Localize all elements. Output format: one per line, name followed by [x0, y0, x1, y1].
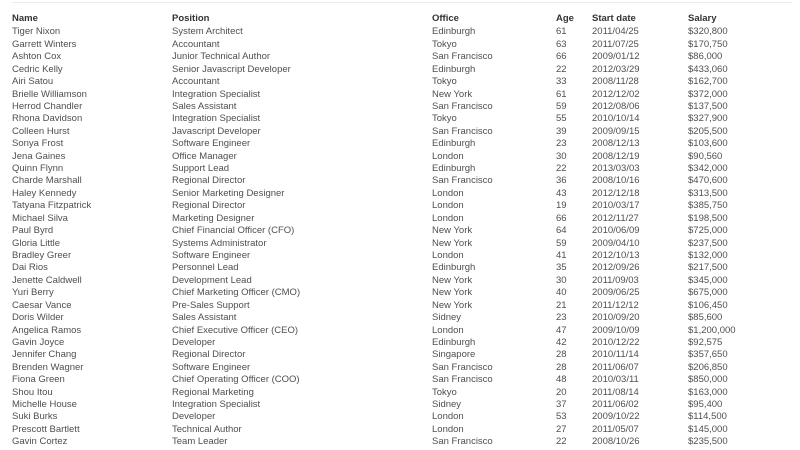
- cell-name: Haley Kennedy: [12, 187, 77, 199]
- cell-office: Tokyo: [432, 386, 457, 398]
- cell-name: Charde Marshall: [12, 175, 82, 187]
- cell-office: New York: [432, 299, 473, 311]
- cell-age: 35: [556, 262, 567, 274]
- cell-salary: $433,060: [688, 63, 728, 75]
- cell-salary: $145,000: [688, 423, 728, 435]
- cell-salary: $327,900: [688, 113, 728, 125]
- cell-position: Chief Executive Officer (CEO): [172, 324, 299, 336]
- cell-office: San Francisco: [432, 125, 493, 137]
- cell-age: 43: [556, 187, 567, 199]
- cell-office: San Francisco: [432, 374, 493, 386]
- table-row: [12, 337, 792, 349]
- employee-table: [12, 2, 792, 449]
- cell-office: Edinburgh: [432, 63, 476, 75]
- cell-name: Gavin Joyce: [12, 336, 65, 348]
- table-row: [12, 399, 792, 411]
- cell-name: Brenden Wagner: [12, 361, 84, 373]
- cell-age: 37: [556, 399, 567, 411]
- table-row: [12, 349, 792, 361]
- column-header-position: Position: [172, 13, 210, 24]
- cell-start-date: 2010/03/11: [592, 374, 639, 386]
- cell-name: Yuri Berry: [12, 287, 54, 299]
- cell-name: Doris Wilder: [12, 312, 64, 324]
- cell-start-date: 2012/12/02: [592, 88, 640, 100]
- cell-age: 61: [556, 88, 567, 100]
- cell-start-date: 2008/12/13: [592, 138, 640, 150]
- cell-office: London: [432, 200, 464, 212]
- cell-position: Developer: [172, 336, 216, 348]
- cell-salary: $198,500: [688, 212, 728, 224]
- cell-position: Integration Specialist: [172, 399, 261, 411]
- cell-position: System Architect: [172, 26, 243, 38]
- cell-salary: $137,500: [688, 100, 728, 112]
- cell-age: 33: [556, 76, 567, 88]
- cell-age: 61: [556, 26, 567, 38]
- cell-position: Regional Director: [172, 175, 246, 187]
- cell-position: Senior Javascript Developer: [172, 63, 291, 75]
- cell-age: 20: [556, 386, 567, 398]
- cell-name: Gavin Cortez: [12, 436, 68, 448]
- cell-start-date: 2012/12/18: [592, 187, 640, 199]
- cell-office: London: [432, 150, 464, 162]
- cell-name: Tatyana Fitzpatrick: [12, 200, 92, 212]
- cell-office: Edinburgh: [432, 262, 476, 274]
- table-row: [12, 138, 792, 150]
- cell-name: Angelica Ramos: [12, 324, 82, 336]
- cell-start-date: 2009/09/15: [592, 125, 640, 137]
- cell-start-date: 2010/03/17: [592, 200, 640, 212]
- cell-name: Jenette Caldwell: [12, 274, 82, 286]
- cell-name: Paul Byrd: [12, 225, 54, 237]
- cell-name: Prescott Bartlett: [12, 423, 80, 435]
- cell-start-date: 2009/04/10: [592, 237, 640, 249]
- cell-position: Chief Operating Officer (COO): [172, 374, 300, 386]
- cell-age: 23: [556, 138, 567, 150]
- cell-start-date: 2012/09/26: [592, 262, 640, 274]
- cell-name: Herrod Chandler: [12, 100, 83, 112]
- cell-position: Accountant: [172, 76, 220, 88]
- cell-start-date: 2012/10/13: [592, 250, 640, 261]
- cell-salary: $342,000: [688, 163, 728, 175]
- table-row: [12, 262, 792, 274]
- cell-age: 40: [556, 287, 567, 299]
- cell-office: New York: [432, 88, 473, 100]
- cell-office: New York: [432, 225, 473, 237]
- cell-name: Jena Gaines: [12, 150, 66, 162]
- table-row: [12, 64, 792, 76]
- cell-start-date: 2013/03/03: [592, 163, 640, 175]
- cell-office: Edinburgh: [432, 163, 476, 175]
- cell-office: San Francisco: [432, 361, 493, 373]
- cell-position: Senior Marketing Designer: [172, 187, 285, 199]
- cell-start-date: 2008/11/28: [592, 76, 639, 88]
- cell-office: London: [432, 411, 464, 423]
- cell-start-date: 2011/08/14: [592, 386, 639, 398]
- table-row: [12, 436, 792, 448]
- table-row: [12, 175, 792, 187]
- cell-salary: $90,560: [688, 150, 723, 162]
- cell-age: 59: [556, 100, 567, 112]
- column-header-salary: Salary: [688, 13, 717, 24]
- cell-position: Junior Technical Author: [172, 51, 271, 63]
- cell-salary: $92,575: [688, 336, 723, 348]
- cell-salary: $103,600: [688, 138, 728, 150]
- cell-age: 30: [556, 274, 567, 286]
- cell-name: Quinn Flynn: [12, 163, 64, 175]
- cell-position: Pre-Sales Support: [172, 299, 250, 311]
- cell-start-date: 2010/09/20: [592, 312, 640, 324]
- cell-start-date: 2012/11/27: [592, 212, 639, 224]
- cell-age: 48: [556, 374, 567, 386]
- table-row: [12, 424, 792, 436]
- cell-office: London: [432, 250, 464, 261]
- cell-salary: $357,650: [688, 349, 728, 361]
- cell-position: Sales Assistant: [172, 312, 237, 324]
- column-header-name: Name: [12, 13, 38, 24]
- cell-name: Rhona Davidson: [12, 113, 83, 125]
- cell-office: Edinburgh: [432, 26, 476, 38]
- cell-office: Sidney: [432, 399, 462, 411]
- cell-start-date: 2011/05/07: [592, 423, 639, 435]
- cell-age: 23: [556, 312, 567, 324]
- cell-office: Tokyo: [432, 76, 457, 88]
- cell-age: 66: [556, 212, 567, 224]
- cell-name: Tiger Nixon: [12, 26, 61, 38]
- cell-name: Airi Satou: [12, 76, 54, 88]
- cell-name: Suki Burks: [12, 411, 58, 423]
- cell-start-date: 2010/06/09: [592, 225, 640, 237]
- cell-position: Integration Specialist: [172, 88, 261, 100]
- cell-position: Personnel Lead: [172, 262, 239, 274]
- cell-position: Integration Specialist: [172, 113, 261, 125]
- cell-age: 28: [556, 349, 567, 361]
- cell-age: 36: [556, 175, 567, 187]
- cell-salary: $206,850: [688, 361, 728, 373]
- table-row: [12, 362, 792, 374]
- cell-position: Regional Director: [172, 349, 246, 361]
- table-row: [12, 76, 792, 88]
- table-row: [12, 225, 792, 237]
- cell-start-date: 2008/12/19: [592, 150, 640, 162]
- cell-start-date: 2011/09/03: [592, 274, 639, 286]
- cell-salary: $385,750: [688, 200, 728, 212]
- cell-office: Tokyo: [432, 38, 457, 50]
- cell-position: Development Lead: [172, 274, 252, 286]
- cell-position: Javascript Developer: [172, 125, 261, 137]
- cell-age: 42: [556, 336, 567, 348]
- cell-start-date: 2011/06/02: [592, 399, 639, 411]
- cell-position: Regional Director: [172, 200, 246, 212]
- table-row: [12, 151, 792, 163]
- cell-start-date: 2011/07/25: [592, 38, 639, 50]
- cell-start-date: 2011/06/07: [592, 361, 639, 373]
- cell-age: 41: [556, 250, 567, 261]
- cell-name: Dai Rios: [12, 262, 48, 274]
- cell-salary: $1,200,000: [688, 324, 736, 336]
- cell-age: 28: [556, 361, 567, 373]
- cell-salary: $205,500: [688, 125, 728, 137]
- cell-office: London: [432, 212, 464, 224]
- cell-name: Michelle House: [12, 399, 77, 411]
- table-row: [12, 101, 792, 113]
- cell-position: Regional Marketing: [172, 386, 254, 398]
- cell-position: Chief Marketing Officer (CMO): [172, 287, 301, 299]
- table-row: [12, 374, 792, 386]
- cell-name: Cedric Kelly: [12, 63, 63, 75]
- cell-salary: $345,000: [688, 274, 728, 286]
- cell-salary: $162,700: [688, 76, 728, 88]
- cell-name: Ashton Cox: [12, 51, 62, 63]
- table-row: [12, 250, 792, 262]
- cell-salary: $114,500: [688, 411, 727, 423]
- cell-salary: $235,500: [688, 436, 728, 448]
- cell-age: 53: [556, 411, 567, 423]
- table-row: [12, 238, 792, 250]
- table-row: [12, 411, 792, 423]
- cell-office: San Francisco: [432, 175, 493, 187]
- cell-name: Gloria Little: [12, 237, 61, 249]
- cell-position: Software Engineer: [172, 250, 251, 261]
- cell-age: 22: [556, 436, 567, 448]
- cell-start-date: 2011/12/12: [592, 299, 639, 311]
- cell-position: Software Engineer: [172, 361, 251, 373]
- cell-office: San Francisco: [432, 436, 493, 448]
- header-row: [12, 3, 792, 27]
- table-row: [12, 275, 792, 287]
- cell-salary: $320,800: [688, 26, 728, 38]
- table-row: [12, 325, 792, 337]
- cell-name: Michael Silva: [12, 212, 68, 224]
- cell-salary: $725,000: [688, 225, 728, 237]
- cell-salary: $217,500: [688, 262, 728, 274]
- cell-name: Bradley Greer: [12, 250, 72, 261]
- cell-start-date: 2010/11/14: [592, 349, 639, 361]
- cell-position: Office Manager: [172, 150, 237, 162]
- cell-position: Chief Financial Officer (CFO): [172, 225, 295, 237]
- cell-start-date: 2008/10/16: [592, 175, 640, 187]
- cell-name: Colleen Hurst: [12, 125, 70, 137]
- table-row: [12, 51, 792, 63]
- cell-start-date: 2010/10/14: [592, 113, 640, 125]
- cell-position: Accountant: [172, 38, 220, 50]
- cell-office: London: [432, 324, 464, 336]
- table-row: [12, 26, 792, 38]
- cell-age: 19: [556, 200, 567, 212]
- cell-age: 66: [556, 51, 567, 63]
- cell-salary: $470,600: [688, 175, 728, 187]
- cell-age: 63: [556, 38, 567, 50]
- cell-office: New York: [432, 237, 473, 249]
- table-row: [12, 287, 792, 299]
- table-row: [12, 213, 792, 225]
- cell-salary: $675,000: [688, 287, 728, 299]
- cell-salary: $372,000: [688, 88, 728, 100]
- table-row: [12, 300, 792, 312]
- cell-salary: $132,000: [688, 250, 728, 261]
- table-row: [12, 113, 792, 125]
- cell-age: 55: [556, 113, 567, 125]
- cell-position: Support Lead: [172, 163, 230, 175]
- table-body: [12, 26, 792, 448]
- cell-salary: $163,000: [688, 386, 728, 398]
- cell-position: Technical Author: [172, 423, 242, 435]
- cell-office: San Francisco: [432, 100, 493, 112]
- cell-start-date: 2012/03/29: [592, 63, 640, 75]
- cell-position: Team Leader: [172, 436, 228, 448]
- cell-salary: $86,000: [688, 51, 723, 63]
- cell-name: Garrett Winters: [12, 38, 77, 50]
- table-row: [12, 39, 792, 51]
- cell-age: 22: [556, 163, 567, 175]
- cell-salary: $170,750: [688, 38, 728, 50]
- table-row: [12, 126, 792, 138]
- cell-name: Sonya Frost: [12, 138, 64, 150]
- cell-office: Tokyo: [432, 113, 457, 125]
- cell-office: London: [432, 187, 464, 199]
- cell-start-date: 2010/12/22: [592, 336, 640, 348]
- table-row: [12, 312, 792, 324]
- cell-position: Sales Assistant: [172, 100, 237, 112]
- cell-age: 39: [556, 125, 567, 137]
- cell-office: New York: [432, 287, 473, 299]
- cell-age: 22: [556, 63, 567, 75]
- cell-age: 30: [556, 150, 567, 162]
- cell-start-date: 2012/08/06: [592, 100, 640, 112]
- cell-salary: $313,500: [688, 187, 728, 199]
- cell-salary: $95,400: [688, 399, 723, 411]
- cell-name: Fiona Green: [12, 374, 65, 386]
- cell-salary: $85,600: [688, 312, 723, 324]
- cell-position: Software Engineer: [172, 138, 251, 150]
- cell-office: San Francisco: [432, 51, 493, 63]
- cell-office: Edinburgh: [432, 336, 476, 348]
- cell-position: Marketing Designer: [172, 212, 255, 224]
- cell-start-date: 2009/01/12: [592, 51, 640, 63]
- cell-age: 64: [556, 225, 567, 237]
- column-header-office: Office: [432, 13, 459, 24]
- table-row: [12, 163, 792, 175]
- column-header-start-date: Start date: [592, 13, 636, 24]
- cell-office: Singapore: [432, 349, 476, 361]
- cell-name: Shou Itou: [12, 386, 53, 398]
- cell-office: Edinburgh: [432, 138, 476, 150]
- cell-position: Developer: [172, 411, 216, 423]
- table-row: [12, 200, 792, 212]
- cell-position: Systems Administrator: [172, 237, 267, 249]
- cell-age: 59: [556, 237, 567, 249]
- cell-salary: $850,000: [688, 374, 728, 386]
- cell-office: Sidney: [432, 312, 462, 324]
- cell-name: Brielle Williamson: [12, 88, 87, 100]
- cell-office: New York: [432, 274, 473, 286]
- cell-office: London: [432, 423, 464, 435]
- table-row: [12, 89, 792, 101]
- cell-age: 21: [556, 299, 567, 311]
- cell-salary: $237,500: [688, 237, 728, 249]
- table-row: [12, 188, 792, 200]
- cell-age: 47: [556, 324, 567, 336]
- cell-start-date: 2009/10/22: [592, 411, 640, 423]
- table-row: [12, 387, 792, 399]
- cell-name: Caesar Vance: [12, 299, 72, 311]
- column-header-age: Age: [556, 13, 574, 24]
- cell-salary: $106,450: [688, 299, 728, 311]
- cell-start-date: 2008/10/26: [592, 436, 640, 448]
- cell-start-date: 2009/06/25: [592, 287, 640, 299]
- cell-name: Jennifer Chang: [12, 349, 77, 361]
- cell-start-date: 2011/04/25: [592, 26, 639, 38]
- cell-start-date: 2009/10/09: [592, 324, 640, 336]
- cell-age: 27: [556, 423, 567, 435]
